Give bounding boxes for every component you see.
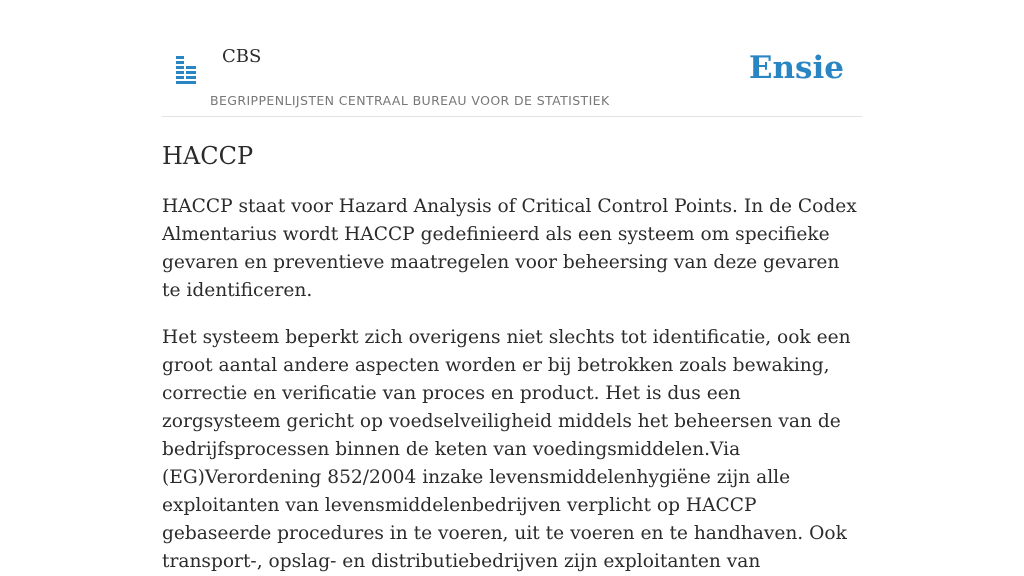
article-paragraph: Het systeem beperkt zich overigens niet slechts tot identificatie, ook een groot aantal andere aspecten worden er bij betrokken zoals bewaking, correctie en verificatie van proces en product. Het is dus een zorgsysteem gericht op voedselveiligheid middels het beheersen van de bedrijfsprocessen binnen de keten van voedingsmiddelen.Via (EG)Verordening 852/2004 inzake levensmiddelenhygiëne zijn alle exploitanten van levensmiddelenbedrijven verplicht op HACCP gebaseerde procedures in te voeren, uit te voeren en te handhaven. Ook transport-, opslag- en distributiebedrijven zijn exploitanten van [162, 327, 851, 572]
page-title: HACCP [162, 142, 254, 170]
cbs-logo-icon[interactable] [174, 54, 200, 88]
ensie-logo-link[interactable]: Ensie [748, 50, 844, 86]
page [162, 0, 862, 576]
brand-name[interactable]: CBS [222, 46, 262, 67]
article-paragraph: HACCP staat voor Hazard Analysis of Critical Control Points. In de Codex Almentarius wordt HACCP gedefinieerd als een systeem om specifieke gevaren en preventieve maatregelen voor beheersing van deze gevaren te identificeren. [162, 196, 857, 301]
brand-subtitle[interactable]: BEGRIPPENLIJSTEN CENTRAAL BUREAU VOOR DE STATISTIEK [210, 93, 610, 108]
header [162, 0, 862, 117]
